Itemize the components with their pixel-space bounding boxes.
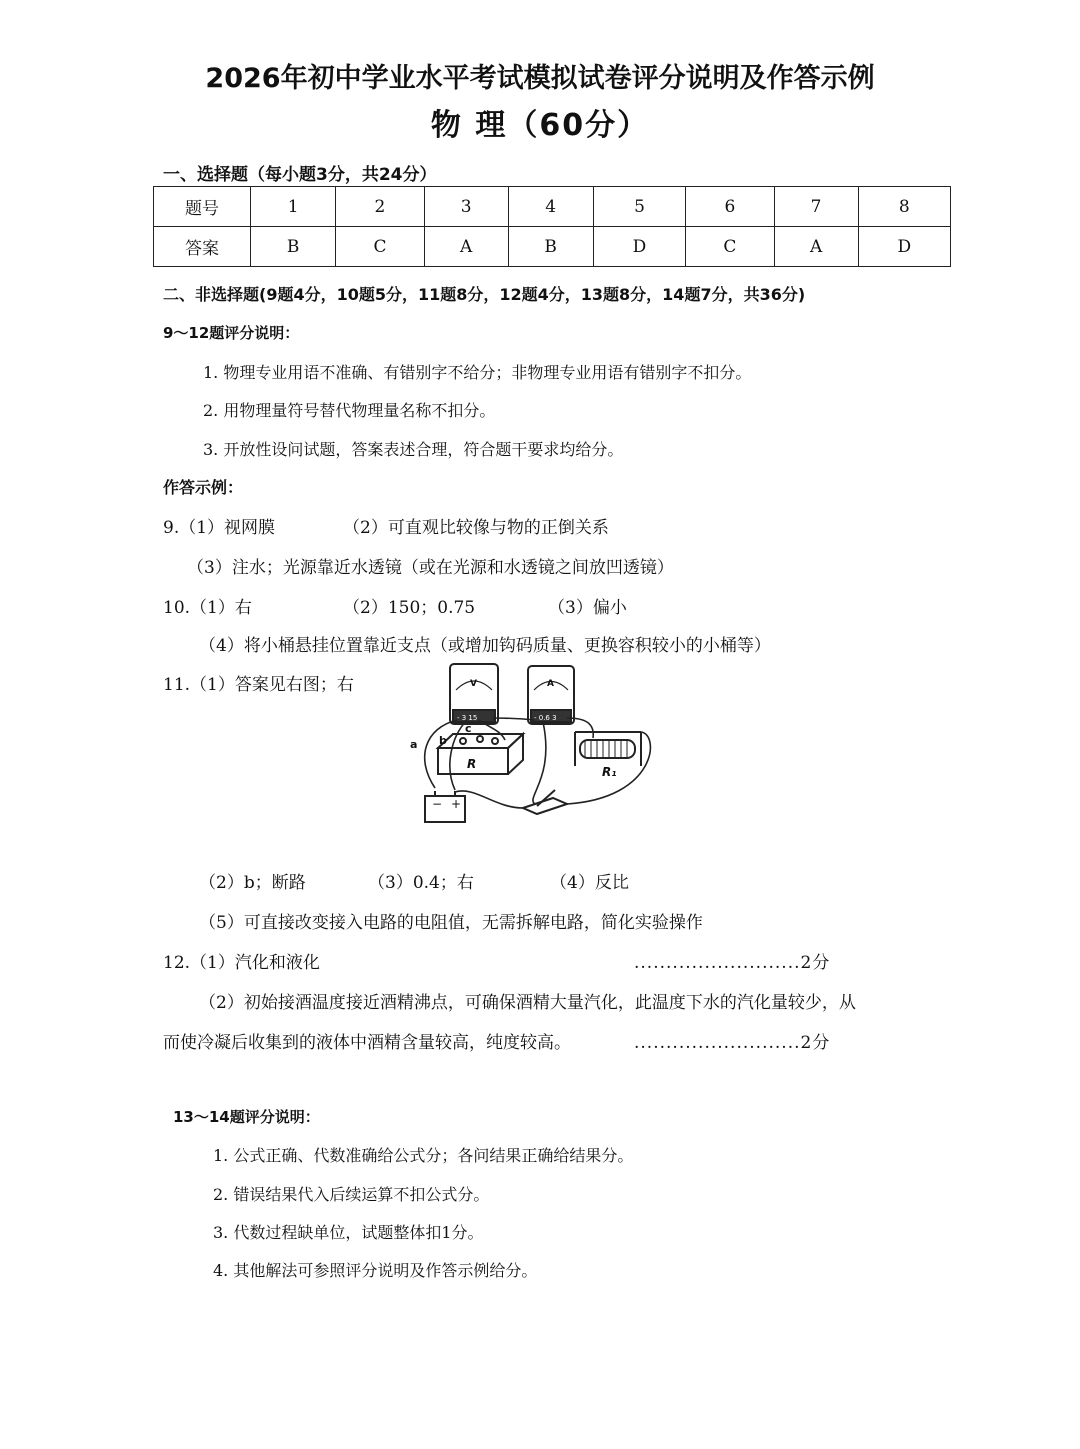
- q11-part5: （5）可直接改变接入电路的电阻值，无需拆解电路，简化实验操作: [199, 913, 703, 933]
- q10-part1: 10.（1）右: [163, 598, 252, 618]
- voltmeter-terminals: - 3 15: [457, 714, 478, 722]
- table-row-numbers: [154, 187, 951, 227]
- table-cell: B: [251, 227, 336, 267]
- q12-part1-score: ..........................2分: [634, 953, 831, 973]
- table-cell: C: [686, 227, 774, 267]
- table-cell: 2: [336, 187, 424, 227]
- q12-part2-line2: 而使冷凝后收集到的液体中酒精含量较高，纯度较高。: [163, 1033, 571, 1053]
- section1-heading: 一、选择题（每小题3分，共24分）: [163, 165, 437, 185]
- wire-a-label: a: [410, 738, 418, 751]
- q11-part1: 11.（1）答案见右图；右: [163, 675, 354, 695]
- table-cell: 1: [251, 187, 336, 227]
- voltmeter-label: V: [470, 679, 477, 689]
- q9-part3: （3）注水；光源靠近水透镜（或在光源和水透镜之间放凹透镜）: [187, 558, 674, 578]
- q12-part2-line1: （2）初始接酒温度接近酒精沸点，可确保酒精大量汽化，此温度下水的汽化量较少，从: [199, 993, 856, 1013]
- battery-plus: +: [451, 797, 462, 811]
- wire-c-label: c: [465, 722, 472, 735]
- resistor-label: R: [467, 757, 477, 771]
- document-subtitle: 物 理（60分）: [430, 108, 650, 143]
- rule-item: 4. 其他解法可参照评分说明及作答示例给分。: [213, 1261, 538, 1280]
- table-cell: 3: [424, 187, 508, 227]
- q11-part2: （2）b；断路: [199, 873, 306, 893]
- q10-part4: （4）将小桶悬挂位置靠近支点（或增加钩码质量、更换容积较小的小桶等）: [199, 636, 771, 656]
- ammeter-terminals: - 0.6 3: [534, 714, 557, 722]
- rule-item: 1. 物理专业用语不准确、有错别字不给分；非物理专业用语有错别字不扣分。: [203, 363, 752, 382]
- table-cell: C: [336, 227, 424, 267]
- battery-minus: −: [432, 797, 443, 811]
- q11-part4: （4）反比: [550, 873, 629, 893]
- q9-part1: 9.（1）视网膜: [163, 518, 276, 538]
- rule-item: 3. 代数过程缺单位，试题整体扣1分。: [213, 1223, 484, 1242]
- table-cell: D: [593, 227, 685, 267]
- table-cell: 4: [508, 187, 593, 227]
- table-cell: B: [508, 227, 593, 267]
- table-cell: 5: [593, 187, 685, 227]
- rheostat-label: R₁: [602, 765, 617, 779]
- table-label-numbers: 题号: [154, 187, 251, 227]
- table-cell: A: [774, 227, 858, 267]
- table-row-answers: [154, 227, 951, 267]
- rule-item: 2. 错误结果代入后续运算不扣公式分。: [213, 1185, 490, 1204]
- rule-item: 1. 公式正确、代数准确给公式分；各问结果正确给结果分。: [213, 1146, 634, 1165]
- document-title: 2026年初中学业水平考试模拟试卷评分说明及作答示例: [205, 63, 875, 94]
- table-cell: 7: [774, 187, 858, 227]
- q9-part2: （2）可直观比较像与物的正倒关系: [343, 518, 609, 538]
- q11-part3: （3）0.4；右: [368, 873, 474, 893]
- table-cell: 8: [858, 187, 950, 227]
- answer-table: [153, 186, 951, 267]
- section2-heading: 二、非选择题(9题4分，10题5分，11题8分，12题4分，13题8分，14题7分，共36分): [163, 285, 806, 304]
- rules-9-12-heading: 9～12题评分说明：: [163, 324, 300, 342]
- rule-item: 2. 用物理量符号替代物理量名称不扣分。: [203, 401, 496, 420]
- table-cell: A: [424, 227, 508, 267]
- ammeter-label: A: [547, 679, 554, 689]
- q12-part1: 12.（1）汽化和液化: [163, 953, 320, 973]
- switch: [523, 798, 567, 814]
- table-label-answers: 答案: [154, 227, 251, 267]
- examples-heading: 作答示例：: [163, 478, 244, 497]
- table-cell: D: [858, 227, 950, 267]
- wire-b-label: b: [439, 734, 447, 747]
- q12-part2-score: ..........................2分: [634, 1033, 831, 1053]
- q10-part2: （2）150；0.75: [343, 598, 476, 618]
- q10-part3: （3）偏小: [548, 598, 627, 618]
- rules-13-14-heading: 13～14题评分说明：: [173, 1108, 320, 1126]
- rule-item: 3. 开放性设问试题，答案表述合理，符合题干要求均给分。: [203, 440, 624, 459]
- table-cell: 6: [686, 187, 774, 227]
- circuit-diagram: [395, 658, 670, 828]
